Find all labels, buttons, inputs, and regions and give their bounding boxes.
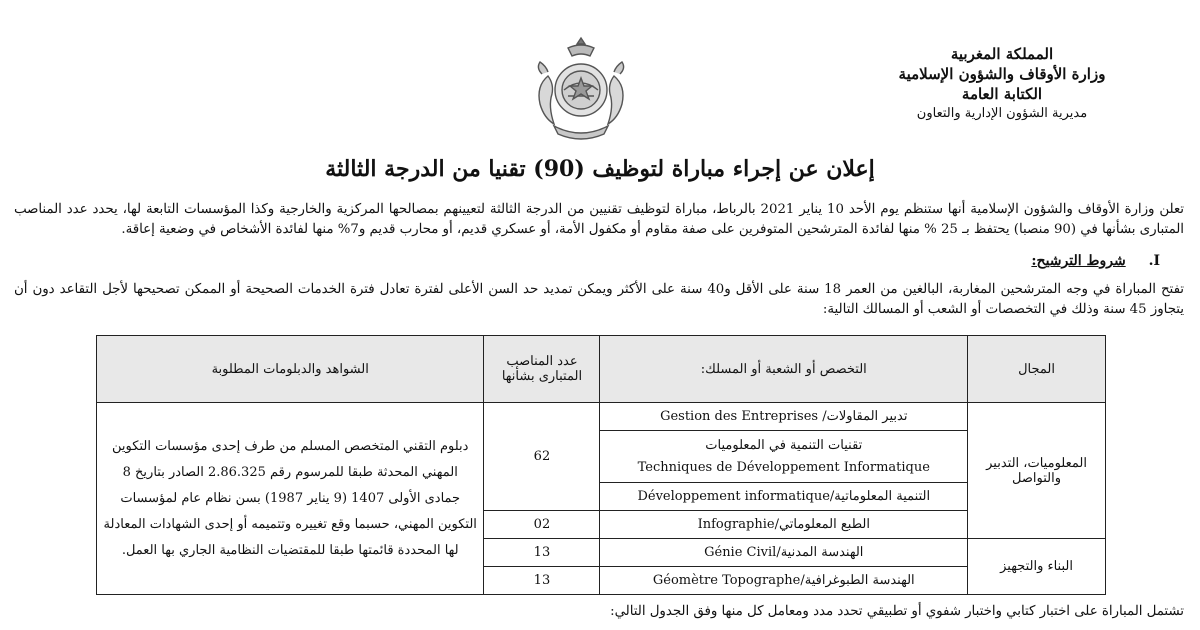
specialty-cell: التنمية المعلوماتية/Développement informatique xyxy=(600,483,968,511)
conditions-paragraph: تفتح المباراة في وجه المترشحين المغاربة، البالغين من العمر 18 سنة على الأقل و40 سنة على الأكثر ويمكن تمديد حد السن الأعلى لفترة تعادل فترة الخدمات الصحيحة أو الممكن تصحيحها لأجل التقاعد دون أن يتجاوز 45 سنة وذلك في التخصصات أو الشعب أو المسالك التالية: xyxy=(14,282,1185,317)
header-specialty: التخصص أو الشعبة أو المسلك: xyxy=(600,336,968,403)
ministry-label: وزارة الأوقاف والشؤون الإسلامية xyxy=(898,65,1106,83)
moroccan-coat-of-arms-icon xyxy=(524,34,638,144)
announcement-title: إعلان عن إجراء مباراة لتوظيف (90) تقنيا من الدرجة الثالثة xyxy=(325,156,875,182)
specialty-cell: الهندسة الطبوغرافية/Géomètre Topographe xyxy=(600,567,968,595)
header-count: عدد المناصب المتبارى بشأنها xyxy=(484,336,600,403)
specialty-arabic: تقنيات التنمية في المعلوميات xyxy=(705,437,863,453)
table-header-row xyxy=(97,336,1106,403)
section-heading xyxy=(1031,253,1160,269)
secretariat-label: الكتابة العامة xyxy=(961,85,1043,103)
intro-paragraph: تعلن وزارة الأوقاف والشؤون الإسلامية أنها ستنظم يوم الأحد 10 يناير 2021 بالرباط، مباراة لتوظيف تقنيين من الدرجة الثالثة لتعيينهم بمصالحها المركزية والخارجية وكذا المؤسسات التابعة لها، يحدد عدد المناصب المتبارى بشأنها في (90 منصبا) يحتفظ بـ 25 % منها لفائدة المترشحين المتوفرين على صفة مقاوم أو مكفول الأمة، أو عسكري قديم، أو محارب قديم و7% منها لفائدة الأشخاص في وضعية إعاقة. xyxy=(14,202,1184,237)
specialty-cell: تدبير المقاولات/ Gestion des Entreprises xyxy=(600,403,968,431)
diplomas-cell: دبلوم التقني المتخصص المسلم من طرف إحدى مؤسسات التكوين المهني المحدثة طبقا للمرسوم رقم 2.86.325 الصادر بتاريخ 8 جمادى الأولى 1407 (9 يناير 1987) بسن نظام عام لمؤسسات التكوين المهني، حسبما وقع تغييره وتتميمه أو إحدى الشهادات المعادلة لها المحددة قائمتها طبقا للمقتضيات النظامية الجاري بها العمل. xyxy=(97,403,484,595)
count-cell: 13 xyxy=(484,539,600,567)
field-cell: المعلوميات، التدبير والتواصل xyxy=(968,403,1106,539)
specialty-french: Techniques de Développement Informatique xyxy=(637,459,930,475)
footer-paragraph: تشتمل المباراة على اختبار كتابي واختبار شفوي أو تطبيقي تحدد مدد ومعامل كل منها وفق الجدول التالي: xyxy=(610,604,1184,619)
section-label: شروط الترشيح: xyxy=(1031,253,1126,269)
specialty-cell: الهندسة المدنية/Génie Civil xyxy=(600,539,968,567)
specialty-cell xyxy=(600,431,968,483)
count-cell: 13 xyxy=(484,567,600,595)
table-row xyxy=(97,403,1106,431)
directorate-label: مديرية الشؤون الإدارية والتعاون xyxy=(916,106,1088,121)
positions-table xyxy=(96,335,1106,595)
count-cell: 62 xyxy=(484,403,600,511)
header-diplomas: الشواهد والدبلومات المطلوبة xyxy=(97,336,484,403)
specialty-cell: الطبع المعلوماتي/Infographie xyxy=(600,511,968,539)
letterhead xyxy=(882,44,1122,124)
count-cell: 02 xyxy=(484,511,600,539)
field-cell: البناء والتجهيز xyxy=(968,539,1106,595)
kingdom-label: المملكة المغربية xyxy=(950,45,1054,63)
header-field: المجال xyxy=(968,336,1106,403)
section-number: I. xyxy=(1148,253,1160,269)
